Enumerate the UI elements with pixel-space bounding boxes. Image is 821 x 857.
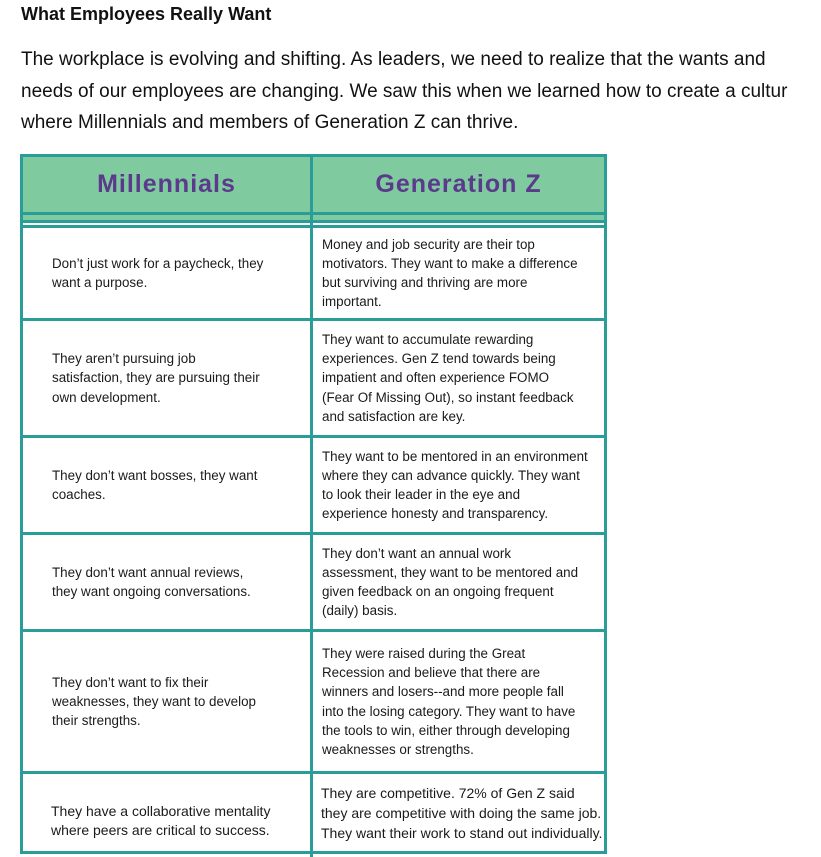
cell-line: but surviving and thriving are more (322, 275, 528, 290)
cell-line: and satisfaction are key. (322, 408, 466, 424)
table-cell-millennials (52, 632, 282, 771)
cell-line: into the losing category. They want to have (322, 703, 576, 719)
header-divider (23, 220, 604, 223)
table-cell-generation-z (321, 774, 603, 854)
cell-line: They don’t want an annual work (322, 545, 512, 561)
article-title: What Employees Really Want (21, 4, 272, 24)
cell-line: They are competitive. 72% of Gen Z said (321, 785, 575, 801)
cell-line: they want ongoing conversations. (52, 584, 251, 599)
cell-line: (daily) basis. (322, 603, 398, 619)
cell-line: own development. (52, 389, 161, 405)
table-cell-millennials (52, 535, 282, 629)
cell-line: Recession and believe that there are (322, 665, 541, 681)
cell-line: They want to be mentored in an environment (322, 448, 588, 464)
cell-line: Don’t just work for a paycheck, they (52, 255, 264, 271)
cell-line: They have a collaborative mentality (51, 803, 271, 819)
cell-line: want a purpose. (52, 275, 148, 290)
cell-line: Money and job security are their top (322, 236, 535, 252)
cell-line: satisfaction, they are pursuing their (52, 370, 260, 386)
comparison-table-image (20, 154, 607, 854)
table-cell-millennials (52, 321, 282, 435)
cell-line: the tools to win, either through developing (322, 722, 570, 738)
column-divider (310, 157, 313, 857)
cell-line: They want their work to stand out individually. (321, 825, 603, 841)
cell-line: coaches. (52, 487, 106, 502)
header-millennials: Millennials (23, 157, 310, 212)
cell-line: They don’t want to fix their (52, 674, 209, 690)
cell-line: where they can advance quickly. They want (322, 467, 580, 483)
cell-line: experiences. Gen Z tend towards being (322, 351, 556, 367)
table-cell-millennials (52, 228, 282, 318)
table-cell-generation-z (322, 535, 604, 629)
cell-line: given feedback on an ongoing frequent (322, 584, 554, 599)
cell-line: to look their leader in the eye and (322, 487, 521, 502)
cell-line: they are competitive with doing the same job. (321, 805, 602, 821)
cell-line: impatient and often experience FOMO (322, 370, 550, 386)
cell-line: weaknesses or strengths. (322, 741, 474, 757)
cell-line: They don’t want annual reviews, (52, 564, 244, 580)
cell-line: experience honesty and transparency. (322, 506, 549, 522)
cell-line: weaknesses, they want to develop (52, 693, 256, 709)
intro-paragraph (21, 44, 821, 139)
intro-line: The workplace is evolving and shifting. As leaders, we need to realize that the wants and (21, 49, 766, 70)
cell-line: assessment, they want to be mentored and (322, 564, 579, 580)
header-divider (23, 212, 604, 215)
cell-line: They were raised during the Great (322, 646, 526, 662)
cell-line: winners and losers--and more people fall (322, 684, 564, 700)
table-cell-generation-z (322, 632, 604, 771)
intro-line: needs of our employees are changing. We saw this when we learned how to create a cultur (21, 80, 788, 102)
intro-line: where Millennials and members of Generation Z can thrive. (21, 112, 519, 133)
table-cell-generation-z (322, 321, 604, 435)
cell-line: important. (322, 294, 382, 310)
cell-line: motivators. They want to make a difference (322, 255, 578, 271)
cell-line: They want to accumulate rewarding (322, 332, 534, 348)
table-cell-millennials (51, 774, 281, 854)
table-cell-millennials (52, 438, 282, 532)
table-cell-generation-z (322, 438, 604, 532)
cell-line: their strengths. (52, 713, 141, 729)
cell-line: They aren’t pursuing job (52, 351, 196, 367)
cell-line: They don’t want bosses, they want (52, 467, 258, 483)
table-cell-generation-z (322, 228, 604, 318)
cell-line: (Fear Of Missing Out), so instant feedback (322, 389, 574, 405)
header-generation-z: Generation Z (313, 157, 604, 212)
cell-line: where peers are critical to success. (51, 822, 270, 839)
